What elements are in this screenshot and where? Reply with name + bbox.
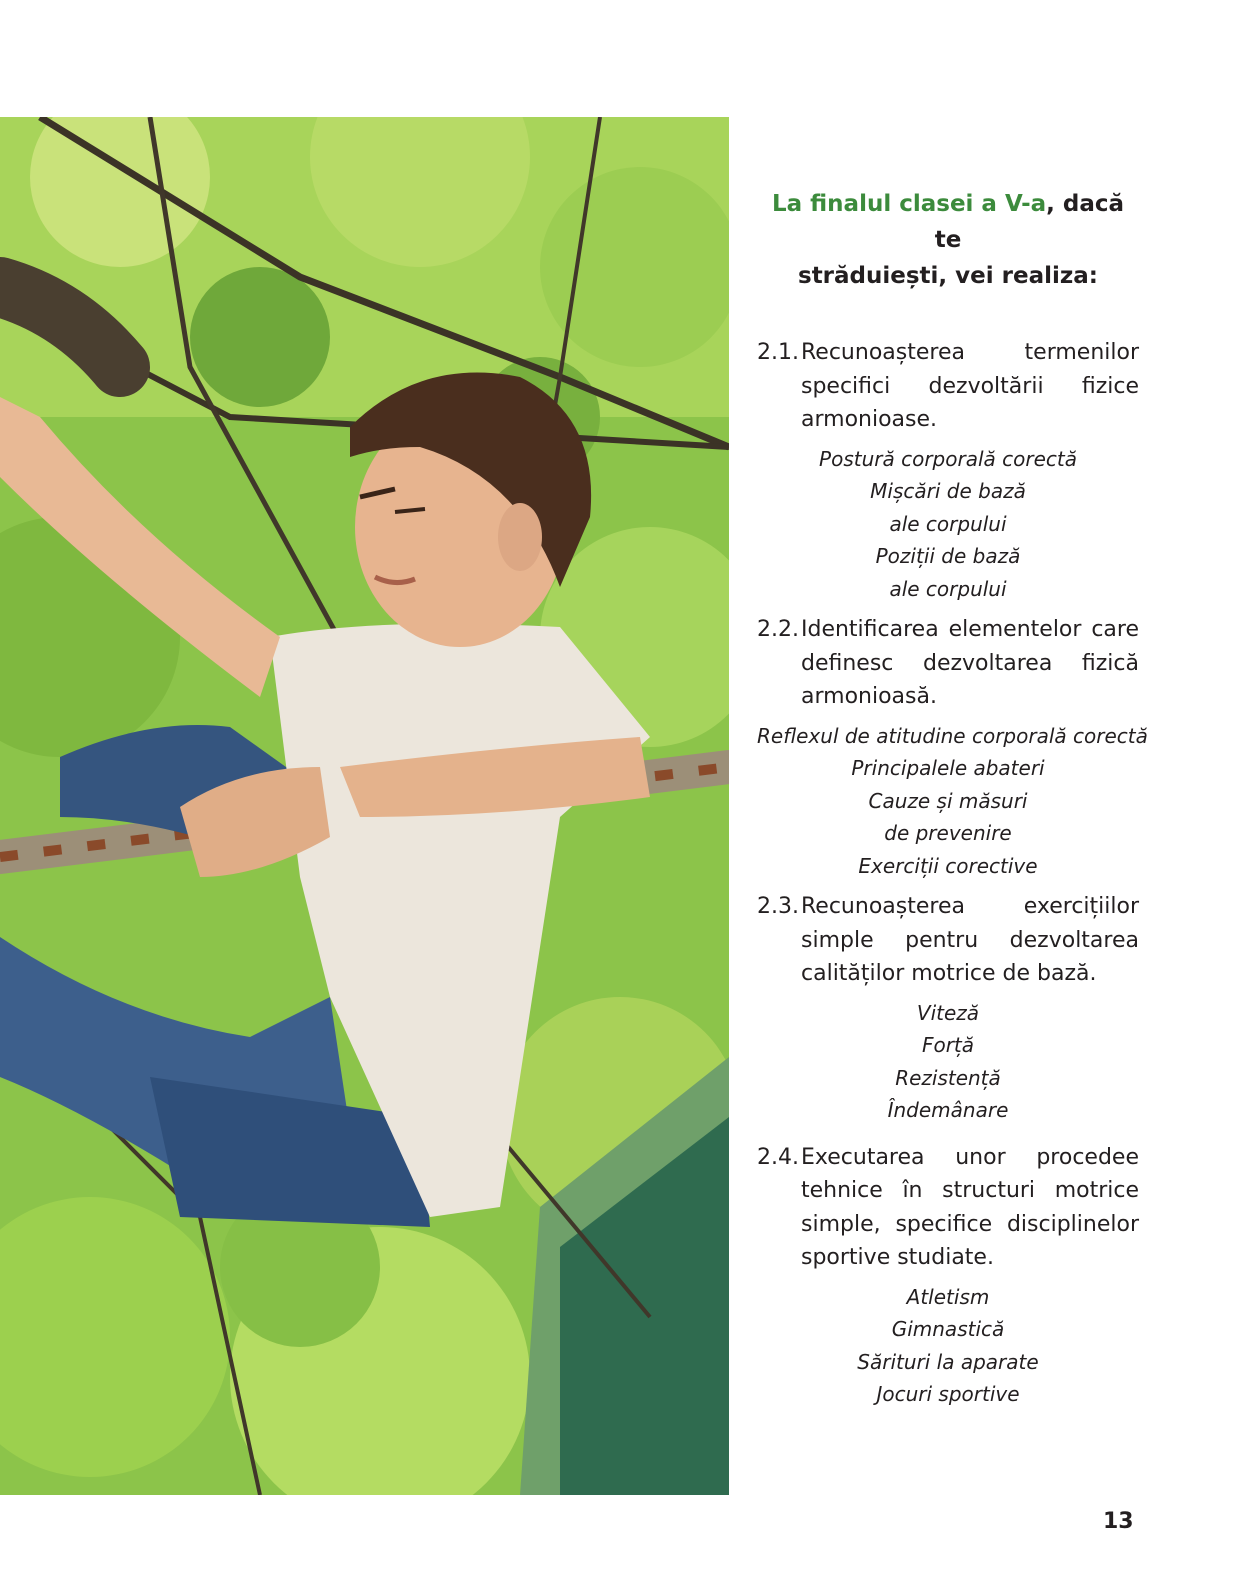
- objective-2-3: [757, 890, 1139, 1127]
- objective-items: [757, 443, 1139, 606]
- objective-item: Forță: [921, 1033, 975, 1057]
- objective-item: Atletism: [906, 1284, 990, 1309]
- objective-item: de prevenire: [884, 821, 1012, 845]
- objective-number: 2.1.: [757, 340, 799, 365]
- objective-item: Cauze și măsuri: [868, 788, 1028, 813]
- objective-item: Reflexul de atitudine corporală corectă: [757, 723, 1148, 748]
- objective-2-4: [757, 1141, 1139, 1411]
- objective-items: [757, 720, 1148, 883]
- objective-text: Identificarea elementelor care definesc dezvoltarea fizică armonioasă.: [801, 617, 1139, 709]
- objective-item: Îndemânare: [887, 1098, 1009, 1122]
- page-number: 13: [1103, 1509, 1134, 1534]
- objective-text: Recunoașterea exercițiilor simple pentru dezvoltarea calităților motrice de bază.: [801, 894, 1139, 986]
- objective-2-2: [757, 613, 1148, 882]
- objective-text: Executarea unor procedee tehnice în structuri motrice simple, specifice disciplinelor sportive studiate.: [801, 1144, 1139, 1270]
- objective-item: Sărituri la aparate: [857, 1349, 1039, 1374]
- objective-item: ale corpului: [889, 576, 1007, 601]
- objective-items: [757, 997, 1139, 1127]
- section-heading: [757, 186, 1139, 294]
- objective-item: Exerciții corective: [858, 853, 1038, 878]
- objective-item: Mișcări de bază: [870, 479, 1026, 503]
- objective-item: Jocuri sportive: [876, 1382, 1020, 1406]
- objectives-column: [757, 186, 1148, 1411]
- heading-rest-line1: , dacă te: [934, 191, 1125, 253]
- heading-rest-line2: străduiești, vei realiza:: [798, 263, 1098, 289]
- objective-2-1: [757, 336, 1139, 605]
- objective-item: Gimnastică: [891, 1317, 1005, 1341]
- objective-item: Rezistență: [895, 1065, 1001, 1090]
- objective-item: Postură corporală corectă: [819, 446, 1077, 471]
- objective-number: 2.4.: [757, 1144, 799, 1170]
- objective-items: [757, 1281, 1139, 1411]
- objective-item: Viteză: [916, 1000, 980, 1025]
- objective-item: Poziții de bază: [875, 544, 1021, 568]
- objective-number: 2.2.: [757, 617, 799, 642]
- objective-item: ale corpului: [889, 511, 1007, 536]
- objective-text: Recunoașterea termenilor specifici dezvoltării fizice armonioase.: [801, 340, 1139, 432]
- photo-boy-climbing-tree: [0, 117, 729, 1495]
- objective-item: Principalele abateri: [851, 756, 1045, 780]
- heading-highlight: La finalul clasei a V-a: [771, 191, 1047, 217]
- objective-number: 2.3.: [757, 894, 799, 919]
